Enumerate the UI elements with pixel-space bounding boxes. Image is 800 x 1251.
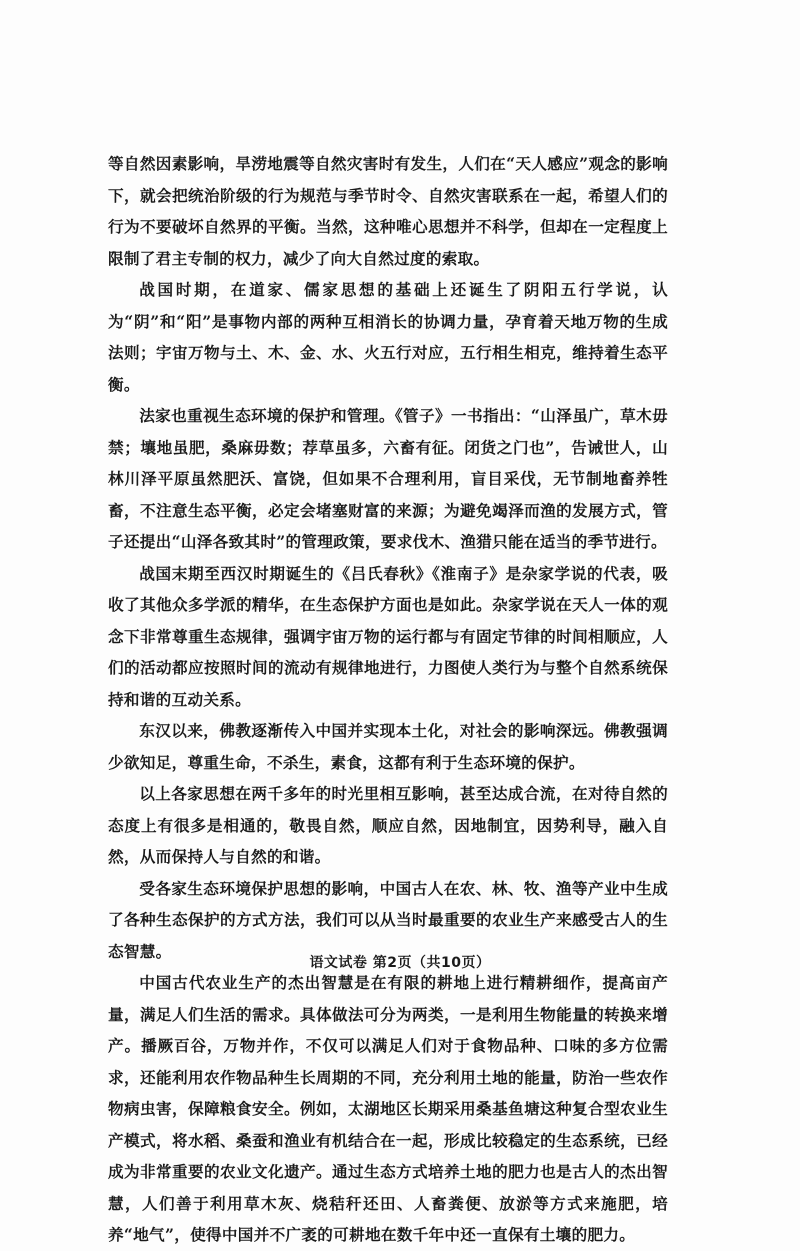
paragraph-3: 法家也重视生态环境的保护和管理。《管子》一书指出：“山泽虽广，草木毋禁；壤地虽肥，桑麻毋数；荐草虽多，六畜有征。闭货之门也”，告诫世人，山林川泽平原虽然肥沃、富饶，但如果不合理利用，盲目采伐，无节制地畜养牲畜，不注意生态平衡，必定会堵塞财富的来源；为避免竭泽而渔的发展方式，管子还提出“山泽各致其时”的管理政策，要求伐木、渔猎只能在适当的季节进行。 [108, 406, 668, 551]
paragraph-4: 战国末期至西汉时期诞生的《吕氏春秋》《淮南子》是杂家学说的代表，吸收了其他众多学派的精华，在生态保护方面也是如此。杂家学说在天人一体的观念下非常尊重生态规律，强调宇宙万物的运行都与有固定节律的时间相顺应，人们的活动都应按照时间的流动有规律地进行，力图使人类行为与整个自然系统保持和谐的互动关系。 [108, 563, 668, 709]
paragraph-2: 战国时期，在道家、儒家思想的基础上还诞生了阴阳五行学说，认为“阴”和“阳”是事物内部的两种互相消长的协调力量，孕育着天地万物的生成法则；宇宙万物与土、木、金、水、火五行对应，五行相生相克，维持着生态平衡。 [108, 280, 668, 394]
body-text [108, 148, 668, 1251]
paragraph-7: 受各家生态环境保护思想的影响，中国古人在农、林、牧、渔等产业中生成了各种生态保护的方式方法，我们可以从当时最重要的农业生产来感受古人的生态智慧。 [108, 878, 668, 961]
paragraph-8: 中国古代农业生产的杰出智慧是在有限的耕地上进行精耕细作，提高亩产量，满足人们生活的需求。具体做法可分为两类，一是利用生物能量的转换来增产。播厥百谷，万物并作，不仅可以满足人们对于食物品种、口味的多方位需求，还能利用农作物品种生长周期的不同，充分利用土地的能量，防治一些农作物病虫害，保障粮食安全。例如，太湖地区长期采用桑基鱼塘这种复合型农业生产模式，将水稻、桑蚕和渔业有机结合在一起，形成比较稳定的生态系统，已经成为非常重要的农业文化遗产。通过生态方式培养土地的肥力也是古人的杰出智慧，人们善于利用草木灰、烧秸秆还田、人畜粪便、放淤等方式来施肥，培养“地气”，使得中国并不广袤的可耕地在数千年中还一直保有土壤的肥力。 [108, 973, 668, 1244]
paragraph-6: 以上各家思想在两千多年的时光里相互影响，甚至达成合流，在对待自然的态度上有很多是相通的，敬畏自然，顺应自然，因地制宜，因势利导，融入自然，从而保持人与自然的和谐。 [108, 784, 668, 866]
page-footer: 语文试卷 第2页（共10页） [309, 955, 491, 971]
paragraph-1: 等自然因素影响，旱涝地震等自然灾害时有发生，人们在“天人感应”观念的影响下，就会把统治阶级的行为规范与季节时令、自然灾害联系在一起，希望人们的行为不要破坏自然界的平衡。当然，这种唯心思想并不科学，但却在一定程度上限制了君主专制的权力，减少了向大自然过度的索取。 [108, 154, 668, 268]
paragraph-5: 东汉以来，佛教逐渐传入中国并实现本土化，对社会的影响深远。佛教强调少欲知足，尊重生命，不杀生，素食，这都有利于生态环境的保护。 [108, 721, 668, 772]
